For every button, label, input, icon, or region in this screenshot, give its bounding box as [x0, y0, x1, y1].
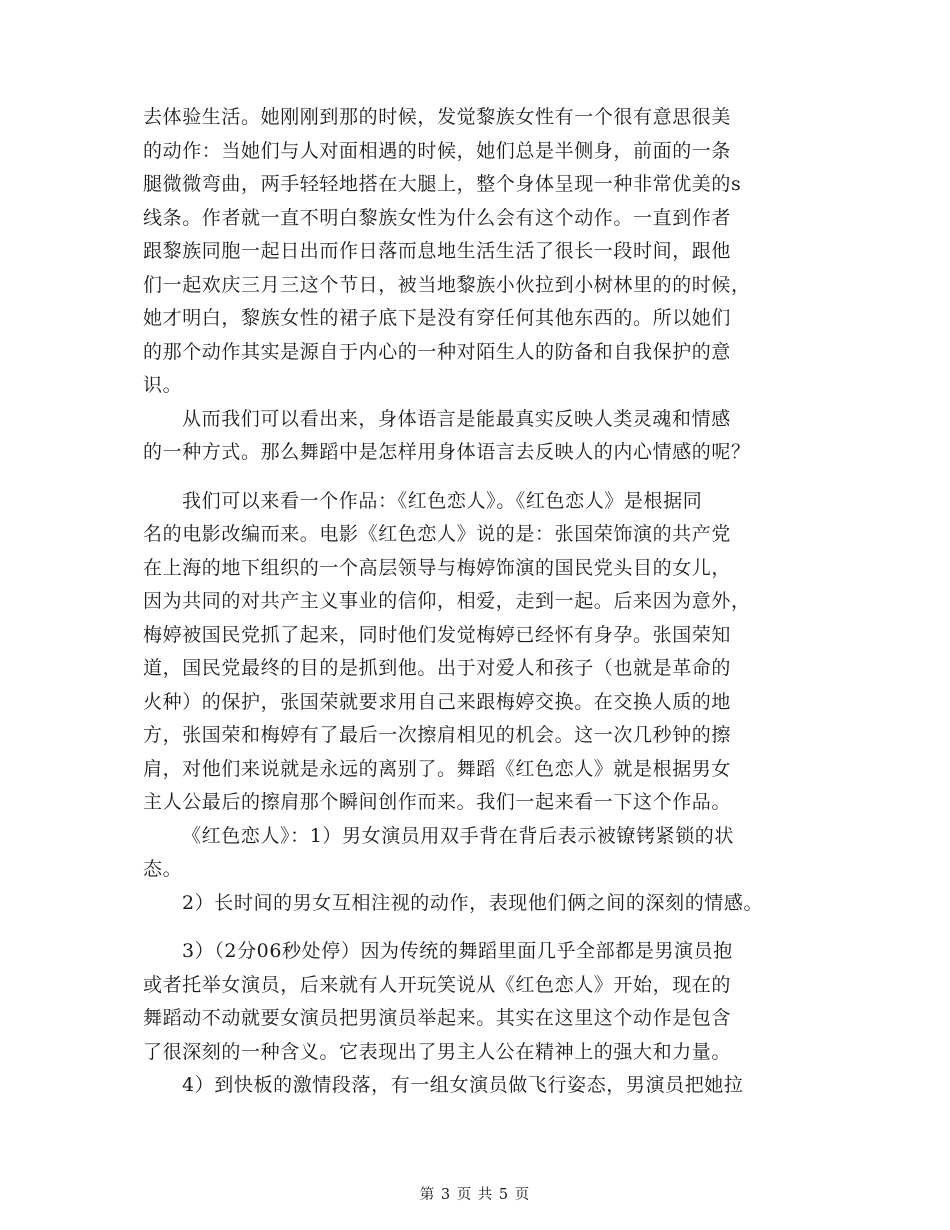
text-line: 方，张国荣和梅婷有了最后一次擦肩相见的机会。这一次几秒钟的擦 — [143, 724, 732, 746]
text-line: 名的电影改编而来。电影《红色恋人》说的是：张国荣饰演的共产党 — [143, 523, 732, 545]
paragraph — [143, 887, 823, 921]
text-line: 舞蹈动不动就要女演员把男演员举起来。其实在这里这个动作是包含 — [143, 1007, 732, 1029]
text-line: 主人公最后的擦肩那个瞬间创作而来。我们一起来看一下这个作品。 — [143, 791, 732, 813]
text-line: 的一种方式。那么舞蹈中是怎样用身体语言去反映人的内心情感的呢？ — [143, 441, 751, 463]
text-line: 的那个动作其实是源自于内心的一种对陌生人的防备和自我保护的意 — [143, 340, 732, 363]
text-line: 腿微微弯曲，两手轻轻地搭在大腿上，整个身体呈现一种非常优美的s — [143, 173, 742, 195]
text-line: 在上海的地下组织的一个高层领导与梅婷饰演的国民党头目的女儿， — [143, 556, 732, 579]
text-line: 火种）的保护，张国荣就要求用自己来跟梅婷交换。在交换人质的地 — [143, 690, 732, 713]
text-line: 了很深刻的一种含义。它表现出了男主人公在精神上的强大和力量。 — [143, 1040, 732, 1063]
text-line: 态。 — [143, 858, 183, 880]
paragraph-gap — [143, 920, 823, 935]
text-line: 肩，对他们来说就是永远的离别了。舞蹈《红色恋人》就是根据男女 — [143, 757, 732, 780]
document-body — [143, 101, 823, 1103]
paragraph — [143, 485, 823, 820]
paragraph — [143, 935, 823, 1069]
text-line: 识。 — [143, 374, 183, 396]
text-line: 我们可以来看一个作品：《红色恋人》。《红色恋人》是根据同 — [182, 489, 703, 512]
paragraph — [143, 1069, 823, 1103]
text-line: 她才明白，黎族女性的裙子底下是没有穿任何其他东西的。所以她们 — [143, 307, 732, 329]
text-line: 从而我们可以看出来，身体语言是能最真实反映人类灵魂和情感 — [182, 407, 731, 430]
text-line: 线条。作者就一直不明白黎族女性为什么会有这个动作。一直到作者 — [143, 206, 732, 229]
text-line: 去体验生活。她刚刚到那的时候，发觉黎族女性有一个很有意思很美 — [143, 106, 732, 128]
text-line: 跟黎族同胞一起日出而作日落而息地生活生活了很长一段时间，跟他 — [143, 240, 732, 262]
paragraph — [143, 101, 823, 403]
text-line: 或者托举女演员，后来就有人开玩笑说从《红色恋人》开始，现在的 — [143, 973, 732, 996]
text-line: 因为共同的对共产主义事业的信仰，相爱，走到一起。后来因为意外， — [143, 590, 751, 612]
text-line: 4）到快板的激情段落，有一组女演员做飞行姿态，男演员把她拉 — [182, 1074, 744, 1096]
text-line: 的动作：当她们与人对面相遇的时候，她们总是半侧身，前面的一条 — [143, 139, 732, 162]
text-line: 梅婷被国民党抓了起来，同时他们发觉梅婷已经怀有身孕。张国荣知 — [143, 623, 732, 646]
page-footer: 第 3 页 共 5 页 — [419, 1187, 531, 1203]
paragraph — [143, 820, 823, 887]
text-line: 道，国民党最终的目的是抓到他。出于对爱人和孩子（也就是革命的 — [143, 657, 732, 679]
text-line: 《红色恋人》：1）男女演员用双手背在背后表示被镣铐紧锁的状 — [182, 824, 734, 847]
paragraph-gap — [143, 470, 823, 485]
text-line: 3）（2分06秒处停）因为传统的舞蹈里面几乎全部都是男演员抱 — [182, 940, 733, 962]
paragraph — [143, 403, 823, 470]
text-line: 2）长时间的男女互相注视的动作，表现他们俩之间的深刻的情感。 — [182, 891, 764, 914]
text-line: 们一起欢庆三月三这个节日，被当地黎族小伙拉到小树林里的的时候， — [143, 273, 751, 296]
